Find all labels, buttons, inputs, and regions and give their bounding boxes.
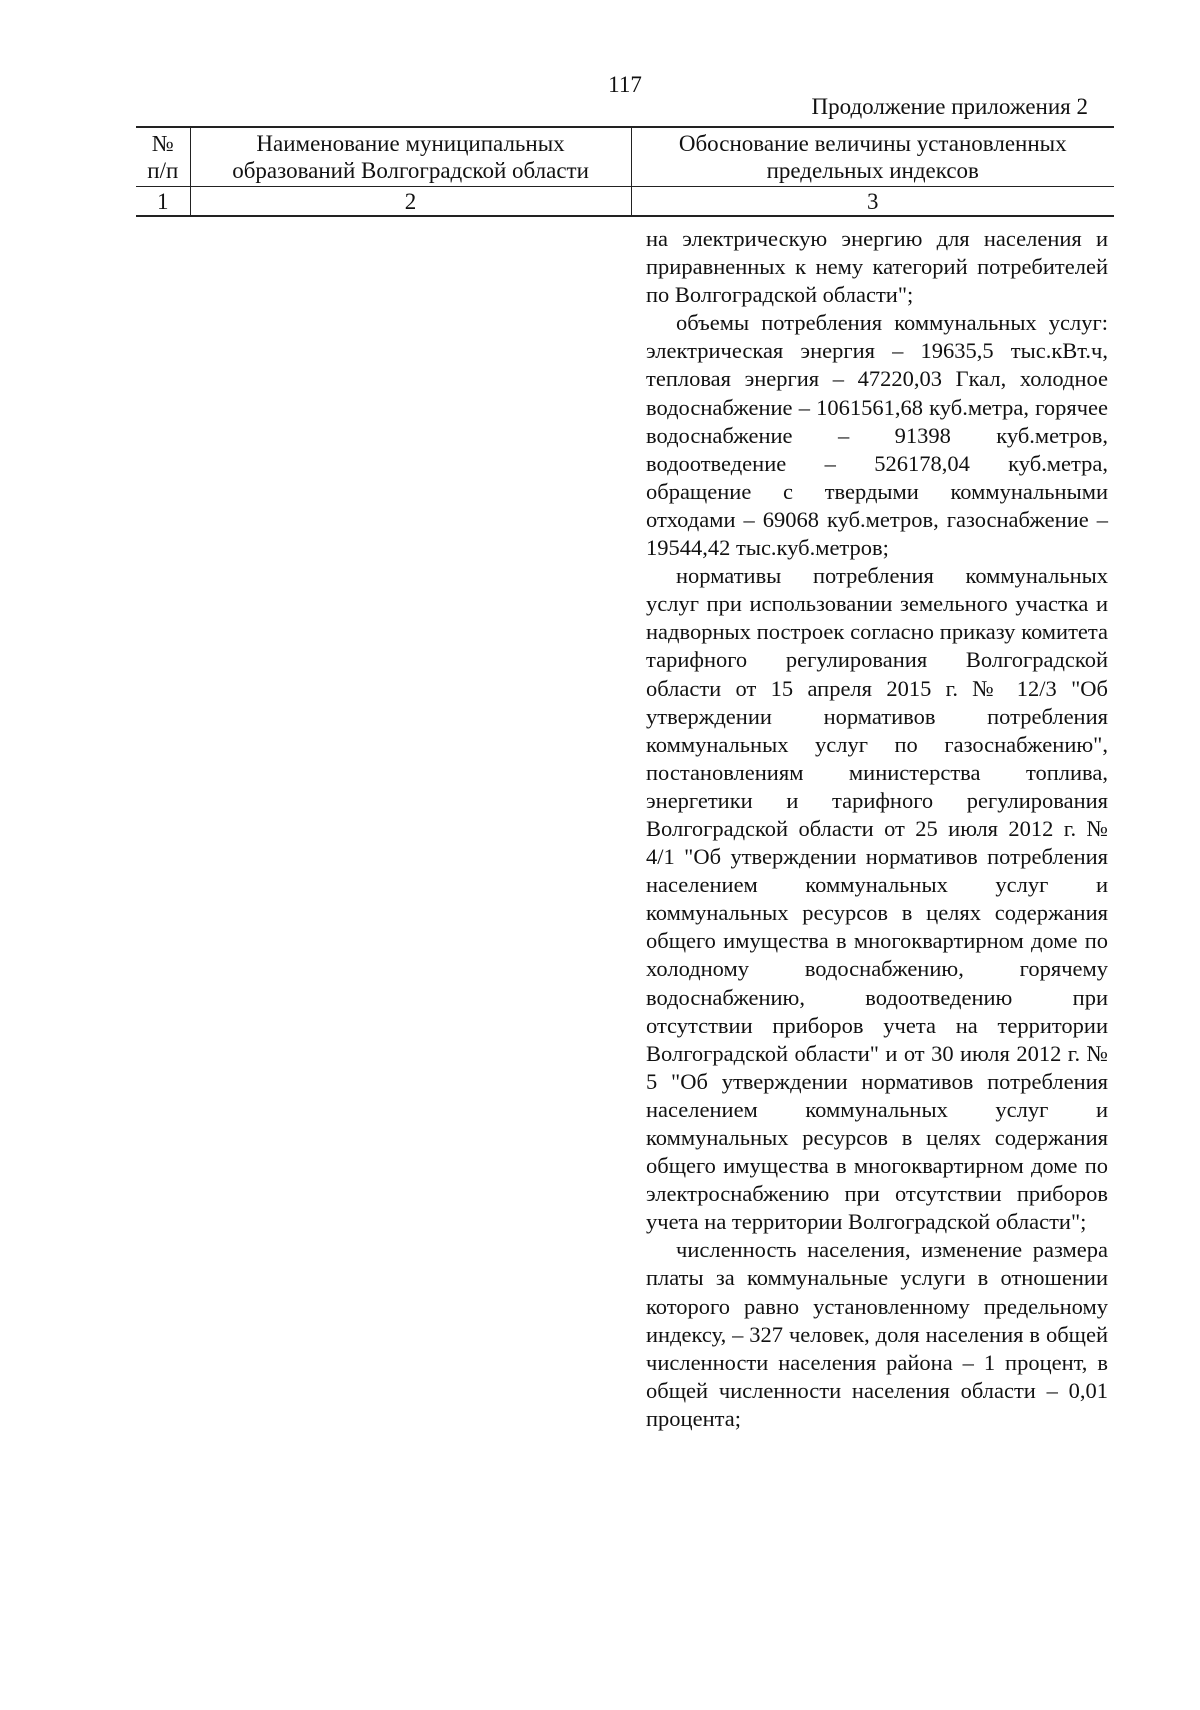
- paragraph: объемы потребления коммунальных услуг: электрическая энергия – 19635,5 тыс.кВт.ч, тепловая энергия – 47220,03 Гкал, холодное водоснабжение – 1061561,68 куб.метра, горячее водоснабжение – 91398 куб.метров, водоотведение – 526178,04 куб.метра, обращение с твердыми коммунальными отходами – 69068 куб.метров, газоснабжение – 19544,42 тыс.куб.метров;: [646, 310, 1108, 561]
- column-number-2: 2: [190, 187, 631, 217]
- header-number-column: № п/п: [136, 127, 190, 187]
- column-number-1: 1: [136, 187, 190, 217]
- justification-text: [646, 225, 1108, 1433]
- page-number: 117: [608, 72, 642, 97]
- column-number-row: [136, 187, 1114, 217]
- paragraph: на электрическую энергию для населения и приравненных к нему категорий потребителей по Волгоградской области";: [646, 226, 1108, 308]
- appendix-continuation-label: Продолжение приложения 2: [811, 94, 1088, 119]
- header-municipality-column: Наименование муниципальных образований Волгоградской области: [190, 127, 631, 187]
- appendix-table: [136, 126, 1114, 217]
- column-number-3: 3: [631, 187, 1114, 217]
- header-justification-column: Обоснование величины установленных предельных индексов: [631, 127, 1114, 187]
- paragraph: численность населения, изменение размера платы за коммунальные услуги в отношении которого равно установленному предельному индексу, – 327 человек, доля населения в общей численности населения района – 1 процент, в общей численности населения области – 0,01 процента;: [646, 1237, 1108, 1431]
- paragraph: нормативы потребления коммунальных услуг при использовании земельного участка и надворных построек согласно приказу комитета тарифного регулирования Волгоградской области от 15 апреля 2015 г. № 12/3 "Об утверждении нормативов потребления коммунальных услуг по газоснабжению", постановлениям министерства топлива, энергетики и тарифного регулирования Волгоградской области от 25 июля 2012 г. № 4/1 "Об утверждении нормативов потребления населением коммунальных услуг и коммунальных ресурсов в целях содержания общего имущества в многоквартирном доме по холодному водоснабжению, горячему водоснабжению, водоотведению при отсутствии приборов учета на территории Волгоградской области" и от 30 июля 2012 г. № 5 "Об утверждении нормативов потребления населением коммунальных услуг и коммунальных ресурсов в целях содержания общего имущества в многоквартирном доме по электроснабжению при отсутствии приборов учета на территории Волгоградской области";: [646, 563, 1108, 1235]
- table-header-row: [136, 127, 1114, 187]
